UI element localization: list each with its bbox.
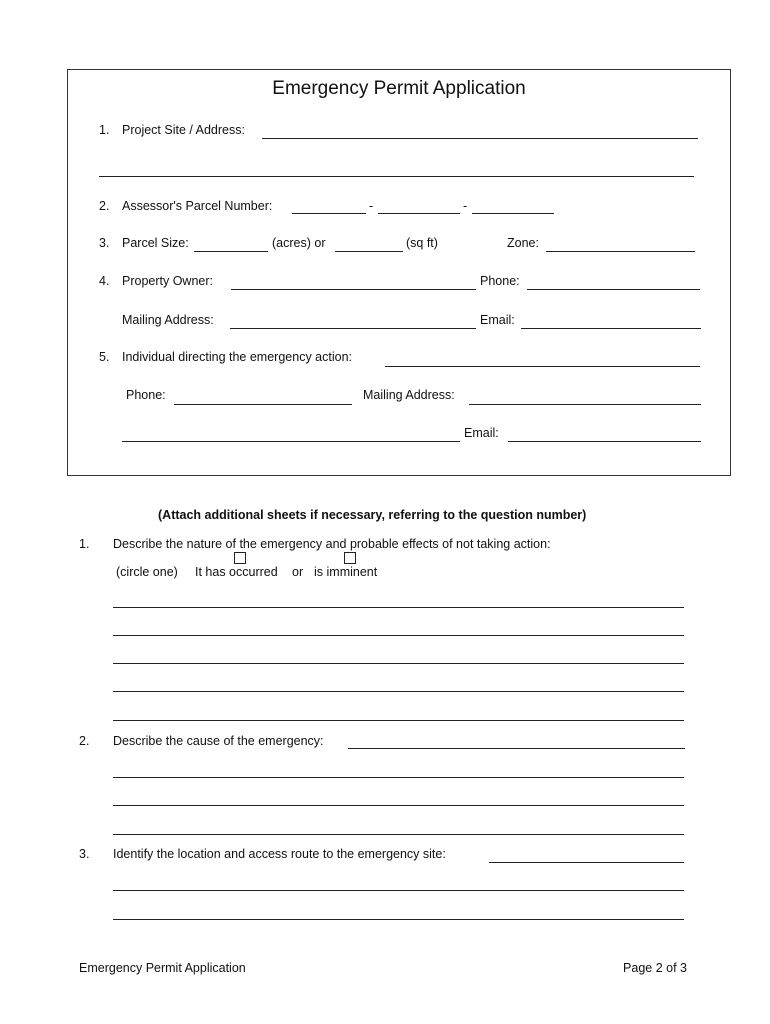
answer-1-line-1[interactable]	[113, 607, 684, 608]
q4-number: 4.	[99, 274, 110, 288]
sqft-label: (sq ft)	[406, 236, 438, 250]
option-or: or	[292, 565, 304, 579]
q1-number: 1.	[99, 123, 110, 137]
q3-number: 3.	[99, 236, 110, 250]
answer-1-line-4[interactable]	[113, 691, 684, 692]
individual-mailing-field-line2[interactable]	[122, 441, 460, 442]
property-owner-label: Property Owner:	[122, 274, 214, 288]
parcel-size-label: Parcel Size:	[122, 236, 189, 250]
answer-1-line-3[interactable]	[113, 663, 684, 664]
owner-mailing-field[interactable]	[230, 328, 476, 329]
individual-mailing-field[interactable]	[469, 404, 701, 405]
answer-3-inline[interactable]	[489, 862, 684, 863]
parcel-dash-1: -	[369, 199, 374, 213]
project-site-field-line2[interactable]	[99, 176, 694, 177]
individual-directing-label: Individual directing the emergency action:	[122, 350, 352, 364]
individual-mailing-label: Mailing Address:	[363, 388, 455, 402]
answer-3-line-1[interactable]	[113, 890, 684, 891]
parcel-number-field-3[interactable]	[472, 213, 554, 214]
parcel-number-field-1[interactable]	[292, 213, 366, 214]
zone-field[interactable]	[546, 251, 695, 252]
question-2-number: 2.	[79, 734, 90, 748]
individual-email-label: Email:	[464, 426, 499, 440]
owner-email-field[interactable]	[521, 328, 701, 329]
answer-2-inline[interactable]	[348, 748, 685, 749]
imminent-checkbox[interactable]	[344, 552, 356, 564]
individual-directing-field[interactable]	[385, 366, 700, 367]
parcel-number-field-2[interactable]	[378, 213, 460, 214]
acres-label: (acres) or	[272, 236, 326, 250]
project-site-field[interactable]	[262, 138, 698, 139]
owner-email-label: Email:	[480, 313, 515, 327]
parcel-number-label: Assessor's Parcel Number:	[122, 199, 273, 213]
question-3-text: Identify the location and access route to the emergency site:	[113, 847, 446, 861]
form-title: Emergency Permit Application	[272, 78, 526, 99]
occurred-checkbox[interactable]	[234, 552, 246, 564]
answer-1-line-5[interactable]	[113, 720, 684, 721]
question-3-number: 3.	[79, 847, 90, 861]
answer-2-line-1[interactable]	[113, 777, 684, 778]
footer-page-number: Page 2 of 3	[623, 961, 687, 975]
property-owner-field[interactable]	[231, 289, 476, 290]
q5-number: 5.	[99, 350, 110, 364]
owner-phone-field[interactable]	[527, 289, 700, 290]
individual-phone-label: Phone:	[126, 388, 166, 402]
footer-document-title: Emergency Permit Application	[79, 961, 246, 975]
parcel-dash-2: -	[463, 199, 468, 213]
individual-phone-field[interactable]	[174, 404, 352, 405]
project-site-label: Project Site / Address:	[122, 123, 245, 137]
parcel-size-acres-field[interactable]	[194, 251, 268, 252]
zone-label: Zone:	[507, 236, 539, 250]
question-1-text: Describe the nature of the emergency and probable effects of not taking action:	[113, 537, 551, 551]
individual-email-field[interactable]	[508, 441, 701, 442]
owner-mailing-label: Mailing Address:	[122, 313, 214, 327]
option-occurred: It has occurred	[195, 565, 278, 579]
question-2-text: Describe the cause of the emergency:	[113, 734, 324, 748]
question-1-number: 1.	[79, 537, 90, 551]
circle-one-label: (circle one)	[116, 565, 178, 579]
owner-phone-label: Phone:	[480, 274, 520, 288]
q2-number: 2.	[99, 199, 110, 213]
answer-3-line-2[interactable]	[113, 919, 684, 920]
answer-2-line-2[interactable]	[113, 805, 684, 806]
answer-2-line-3[interactable]	[113, 834, 684, 835]
instructions-note: (Attach additional sheets if necessary, referring to the question number)	[158, 508, 587, 522]
answer-1-line-2[interactable]	[113, 635, 684, 636]
parcel-size-sqft-field[interactable]	[335, 251, 403, 252]
option-imminent: is imminent	[314, 565, 378, 579]
